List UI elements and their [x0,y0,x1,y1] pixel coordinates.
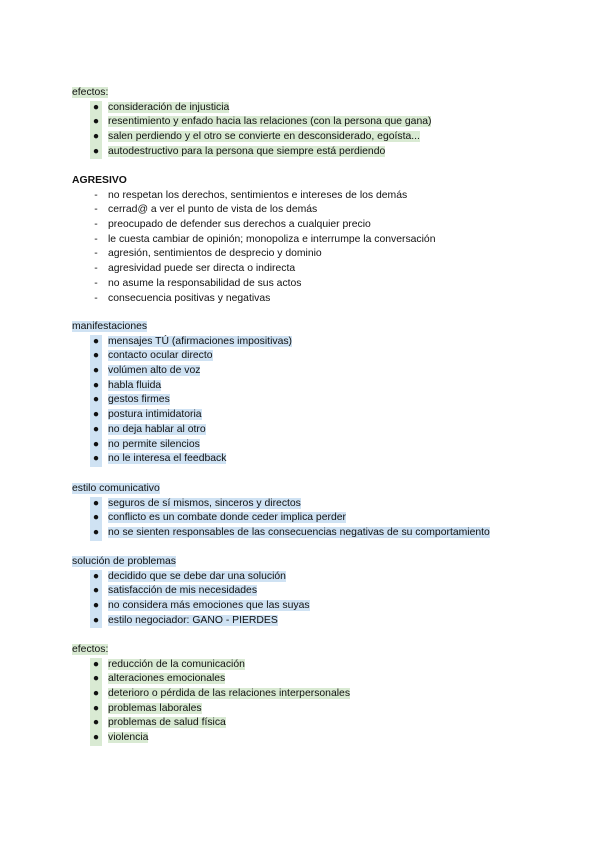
list-item: ● problemas laborales [72,702,572,717]
list-item: ● problemas de salud física [72,716,572,731]
list-item: ● no le interesa el feedback [72,452,572,467]
list-item: ● violencia [72,731,572,746]
list-item: ● conflicto es un combate donde ceder implica perder [72,511,572,526]
list-item: - agresividad puede ser directa o indirecta [94,263,296,275]
list-item: - le cuesta cambiar de opinión; monopoliza e interrumpe la conversación [94,233,436,245]
section-solucion-problemas [72,555,572,628]
list-item: ● resentimiento y enfado hacia las relaciones (con la persona que gana) [72,115,572,130]
list-item: - consecuencia positivas y negativas [94,292,271,304]
section-heading: manifestaciones [72,321,148,332]
section-heading: estilo comunicativo [72,483,160,494]
list-item: ● consideración de injusticia [72,101,572,116]
section-agresivo [72,174,572,306]
list-item: ● no deja hablar al otro [72,423,572,438]
list-item: - no respetan los derechos, sentimientos e intereses de los demás [94,189,408,201]
list-item: ● no se sienten responsables de las consecuencias negativas de su comportamiento [72,526,572,541]
list-item: ● alteraciones emocionales [72,672,572,687]
section-heading: solución de problemas [72,556,176,567]
list-item: ● postura intimidatoria [72,408,572,423]
section-manifestaciones [72,320,572,467]
list-item: - agresión, sentimientos de desprecio y dominio [94,248,322,260]
list-item: ● no permite silencios [72,438,572,453]
list-item: - no asume la responsabilidad de sus actos [94,277,302,289]
section-efectos-1 [72,86,572,159]
list-item: ● habla fluida [72,379,572,394]
list-item: ● satisfacción de mis necesidades [72,584,572,599]
section-heading: efectos: [72,644,109,655]
section-heading: efectos: [72,87,109,98]
list-item: ● volúmen alto de voz [72,364,572,379]
list-item: ● autodestructivo para la persona que siempre está perdiendo [72,145,572,160]
list-item: ● salen perdiendo y el otro se convierte en desconsiderado, egoísta... [72,130,572,145]
list-item: - cerrad@ a ver el punto de vista de los demás [94,204,318,216]
list-item: ● mensajes TÚ (afirmaciones impositivas) [72,335,572,350]
list-item: ● estilo negociador: GANO - PIERDES [72,614,572,629]
list-item: ● reducción de la comunicación [72,658,572,673]
section-efectos-2 [72,643,572,746]
list-item: - preocupado de defender sus derechos a cualquier precio [94,219,371,231]
list-item: ● deterioro o pérdida de las relaciones interpersonales [72,687,572,702]
section-title: AGRESIVO [72,175,127,186]
section-estilo-comunicativo [72,482,572,541]
list-item: ● decidido que se debe dar una solución [72,570,572,585]
list-item: ● seguros de sí mismos, sinceros y directos [72,497,572,512]
list-item: ● contacto ocular directo [72,349,572,364]
list-item: ● no considera más emociones que las suyas [72,599,572,614]
list-item: ● gestos firmes [72,393,572,408]
